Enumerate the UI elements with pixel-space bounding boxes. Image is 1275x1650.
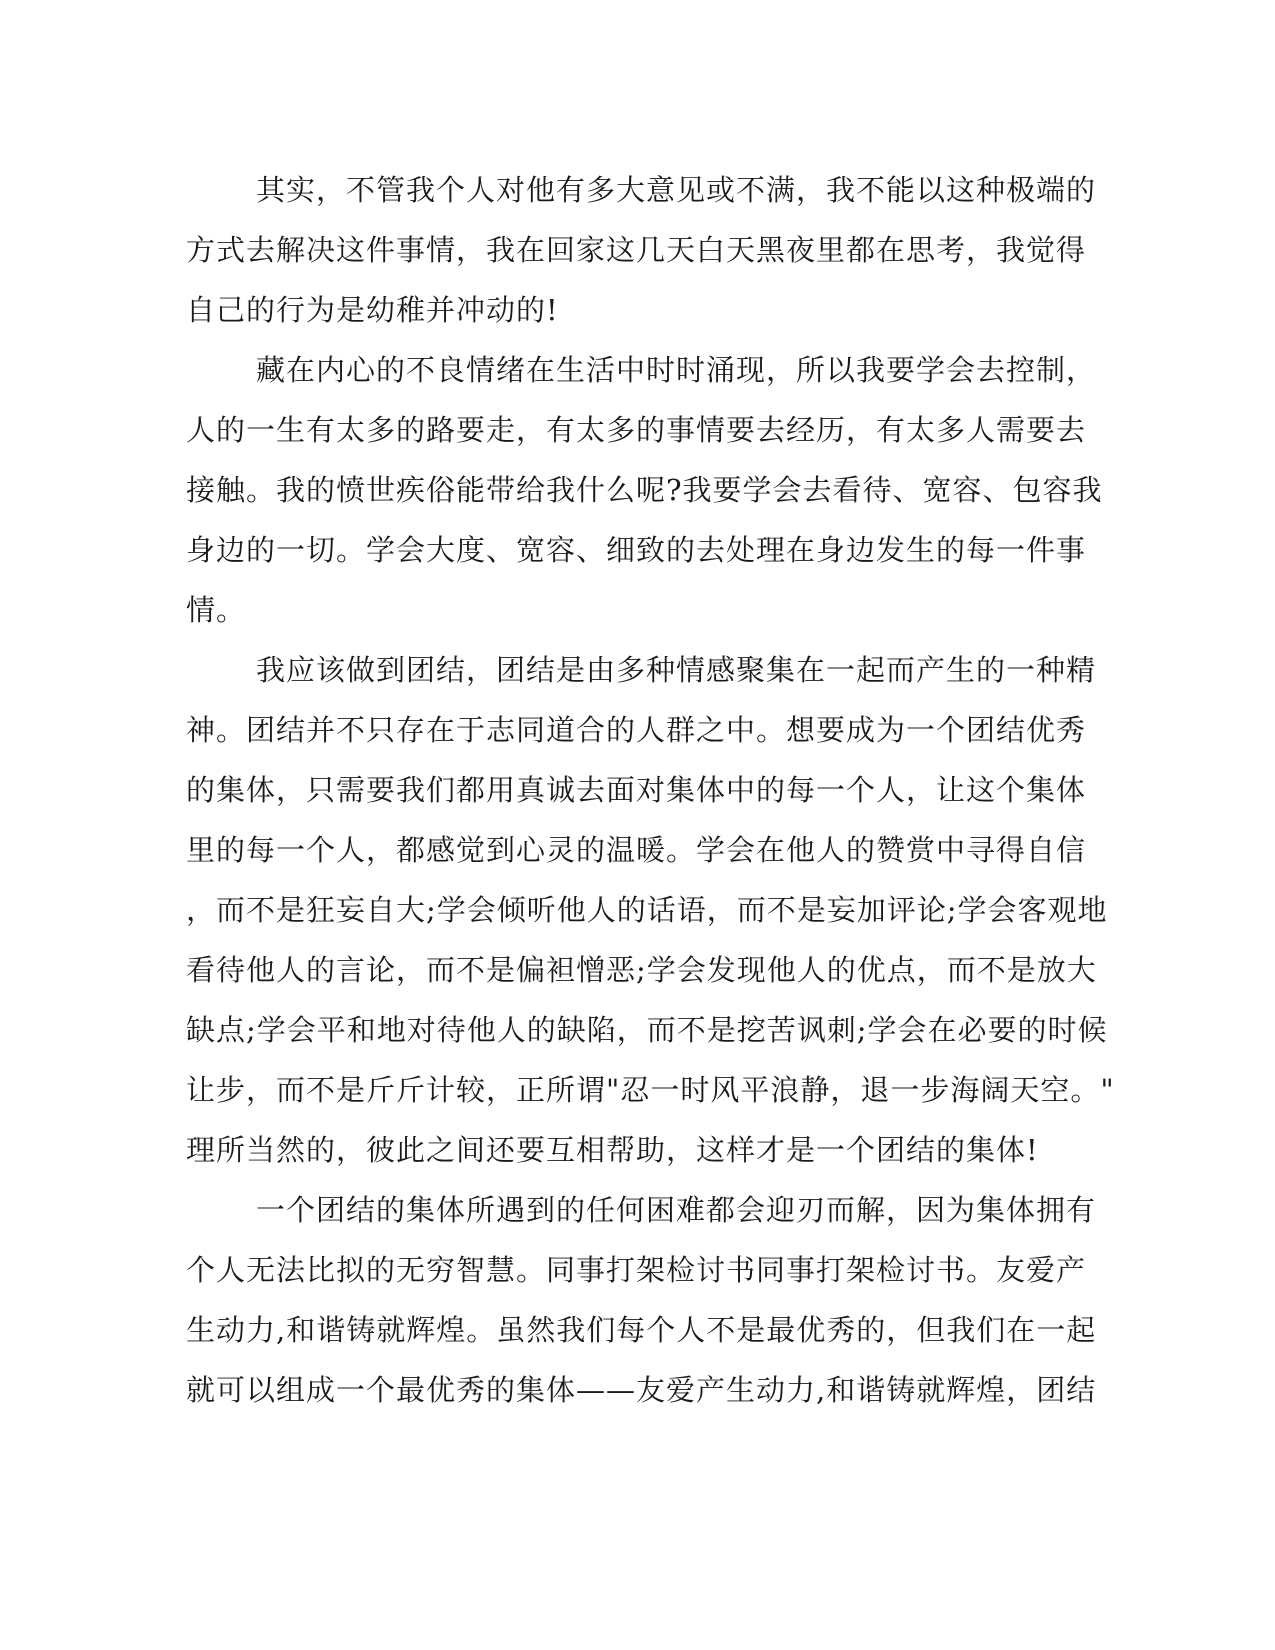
paragraph-line: 情。 — [186, 593, 247, 627]
paragraph-line: 就可以组成一个最优秀的集体——友爱产生动力,和谐铸就辉煌，团结 — [186, 1373, 1097, 1407]
paragraph-line: 个人无法比拟的无穷智慧。同事打架检讨书同事打架检讨书。友爱产 — [186, 1253, 1087, 1287]
paragraph-line: 接触。我的愤世疾俗能带给我什么呢?我要学会去看待、宽容、包容我 — [186, 473, 1103, 507]
paragraph-line: 一个团结的集体所遇到的任何困难都会迎刃而解，因为集体拥有 — [256, 1193, 1097, 1227]
paragraph-line: 生动力,和谐铸就辉煌。虽然我们每个人不是最优秀的，但我们在一起 — [186, 1313, 1097, 1347]
paragraph-line: 看待他人的言论，而不是偏袒憎恶;学会发现他人的优点，而不是放大 — [186, 953, 1097, 987]
paragraph-line: 的集体，只需要我们都用真诚去面对集体中的每一个人，让这个集体 — [186, 773, 1087, 807]
paragraph-line: 我应该做到团结，团结是由多种情感聚集在一起而产生的一种精 — [256, 653, 1097, 687]
paragraph-line: 其实，不管我个人对他有多大意见或不满，我不能以这种极端的 — [256, 173, 1097, 207]
paragraph-line: 神。团结并不只存在于志同道合的人群之中。想要成为一个团结优秀 — [186, 713, 1087, 747]
paragraph-line: 方式去解决这件事情，我在回家这几天白天黑夜里都在思考，我觉得 — [186, 233, 1087, 267]
paragraph-line: ，而不是狂妄自大;学会倾听他人的话语，而不是妄加评论;学会客观地 — [186, 893, 1108, 927]
paragraph-line: 人的一生有太多的路要走，有太多的事情要去经历，有太多人需要去 — [186, 413, 1087, 447]
paragraph-line: 藏在内心的不良情绪在生活中时时涌现，所以我要学会去控制， — [256, 353, 1097, 387]
paragraph-line: 身边的一切。学会大度、宽容、细致的去处理在身边发生的每一件事 — [186, 533, 1087, 567]
paragraph-line: 自己的行为是幼稚并冲动的! — [186, 293, 559, 327]
paragraph-line: 里的每一个人，都感觉到心灵的温暖。学会在他人的赞赏中寻得自信 — [186, 833, 1087, 867]
document-body — [186, 160, 1115, 1420]
paragraph-line: 让步，而不是斤斤计较，正所谓"忍一时风平浪静，退一步海阔天空。" — [186, 1073, 1115, 1107]
paragraph-line: 缺点;学会平和地对待他人的缺陷，而不是挖苦讽刺;学会在必要的时候 — [186, 1013, 1108, 1047]
paragraph-line: 理所当然的，彼此之间还要互相帮助，这样才是一个团结的集体! — [186, 1133, 1039, 1167]
